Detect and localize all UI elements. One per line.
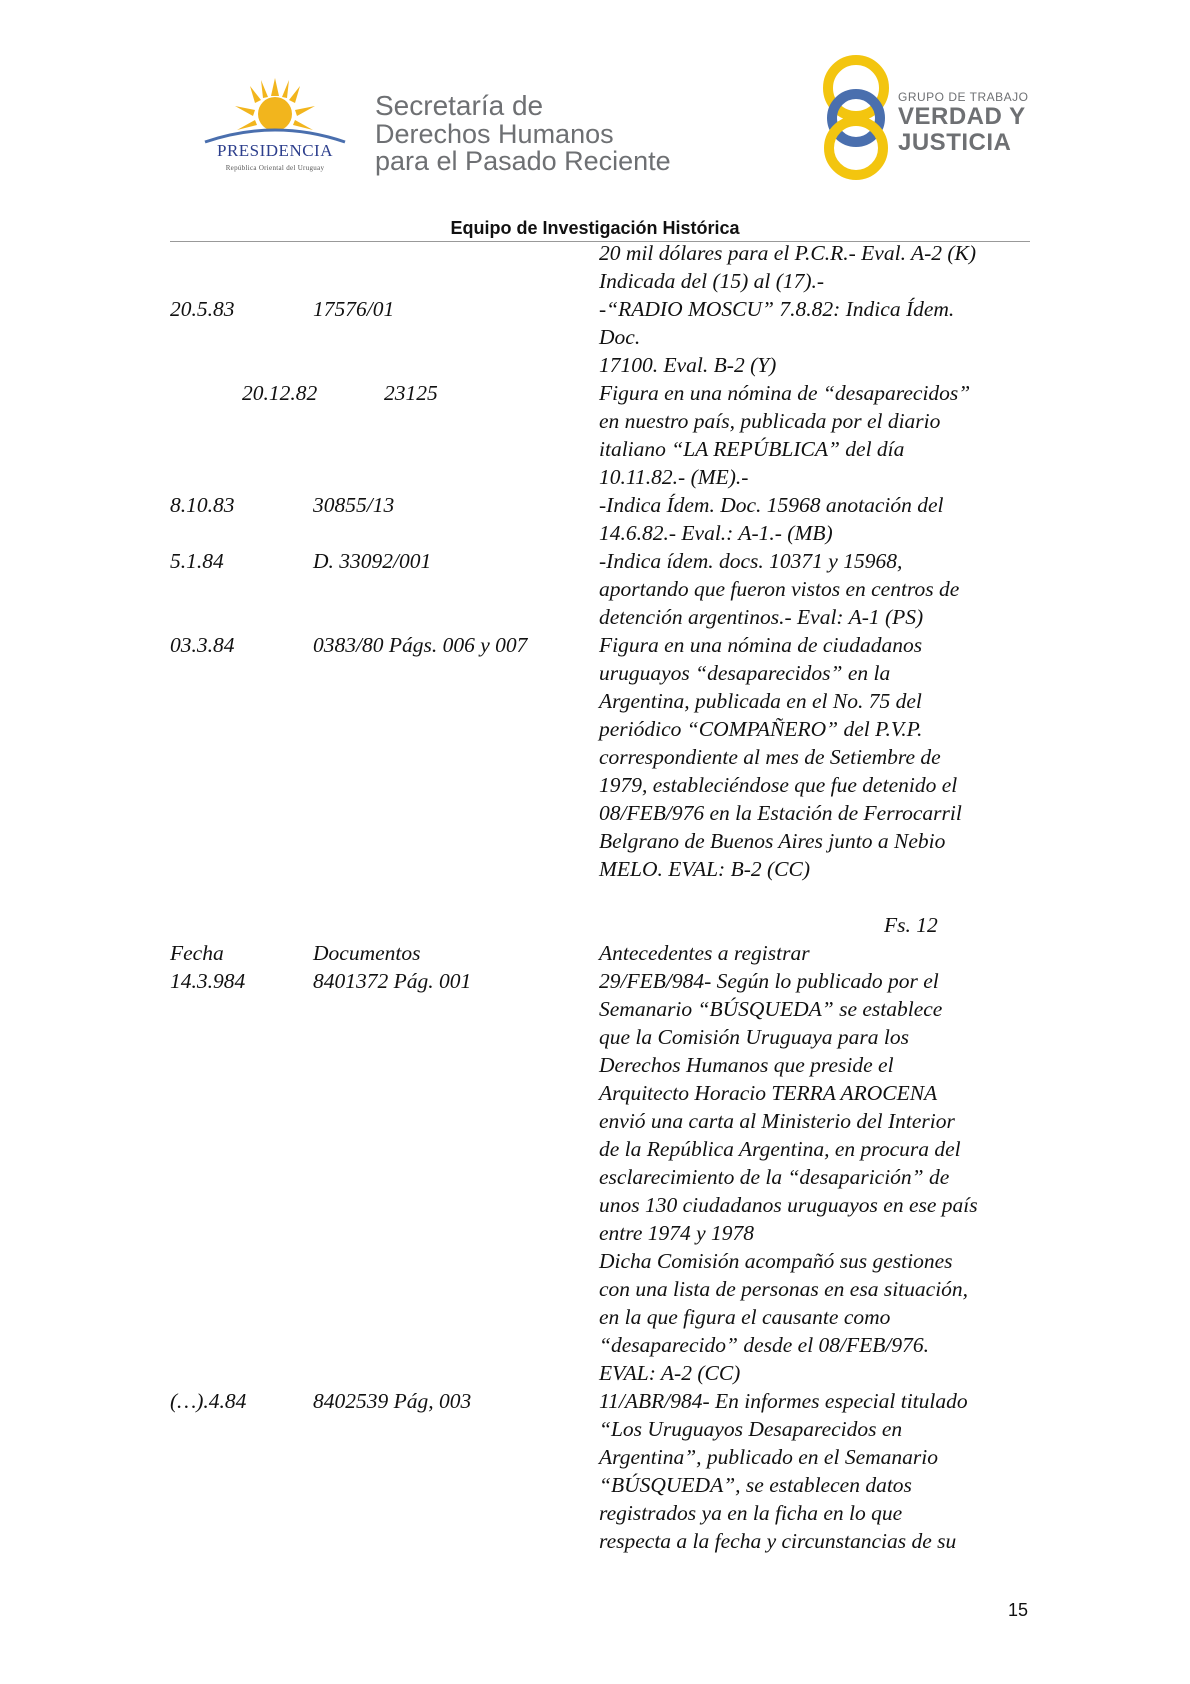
cell-text: “desaparecido” desde el 08/FEB/976. <box>599 1333 930 1357</box>
grupo-trabajo-text <box>898 90 1028 156</box>
cell-document: 17576/01 <box>313 297 395 321</box>
cell-text: registrados ya en la ficha en lo que <box>599 1501 903 1525</box>
cell-date: (…).4.84 <box>170 1389 247 1413</box>
cell-text: Indicada del (15) al (17).- <box>599 269 825 293</box>
cell-text: de la República Argentina, en procura del <box>599 1137 961 1161</box>
page-header <box>0 0 1190 240</box>
folio-number: Fs. 12 <box>884 913 938 937</box>
cell-text: 11/ABR/984- En informes especial titulado <box>599 1389 968 1413</box>
cell-date: 20.5.83 <box>170 297 235 321</box>
cell-text: 17100. Eval. B-2 (Y) <box>599 353 777 377</box>
cell-text: MELO. EVAL: B-2 (CC) <box>599 857 810 881</box>
cell-document: 0383/80 Págs. 006 y 007 <box>313 633 528 657</box>
rings-icon <box>820 55 895 180</box>
cell-text: envió una carta al Ministerio del Interior <box>599 1109 955 1133</box>
cell-text: Figura en una nómina de ciudadanos <box>599 633 923 657</box>
cell-text: italiano “LA REPÚBLICA” del día <box>599 437 905 461</box>
cell-text: Argentina, publicada en el No. 75 del <box>599 689 922 713</box>
cell-text: “Los Uruguayos Desaparecidos en <box>599 1417 903 1441</box>
secretaria-name <box>375 91 671 175</box>
cell-text: Dicha Comisión acompañó sus gestiones <box>599 1249 953 1273</box>
cell-text: que la Comisión Uruguaya para los <box>599 1025 909 1049</box>
cell-text: unos 130 ciudadanos uruguayos en ese país <box>599 1193 978 1217</box>
cell-text: “BÚSQUEDA”, se establecen datos <box>599 1473 912 1497</box>
presidencia-title: PRESIDENCIA <box>216 141 333 160</box>
column-header-documents: Documentos <box>313 941 421 965</box>
cell-document: D. 33092/001 <box>313 549 432 573</box>
sun-icon <box>195 78 355 148</box>
cell-text: 08/FEB/976 en la Estación de Ferrocarril <box>599 801 962 825</box>
cell-text: uruguayos “desaparecidos” en la <box>599 661 891 685</box>
secretaria-line-2: Derechos Humanos <box>375 119 614 149</box>
cell-date: 14.3.984 <box>170 969 246 993</box>
cell-date: 20.12.82 <box>242 381 318 405</box>
cell-text: con una lista de personas en esa situación, <box>599 1277 969 1301</box>
cell-text: en nuestro país, publicada por el diario <box>599 409 941 433</box>
presidencia-logo <box>195 78 355 178</box>
column-header-date: Fecha <box>170 941 224 965</box>
cell-date: 03.3.84 <box>170 633 235 657</box>
cell-date: 5.1.84 <box>170 549 224 573</box>
cell-text: 10.11.82.- (ME).- <box>599 465 749 489</box>
cell-text: Semanario “BÚSQUEDA” se establece <box>599 997 943 1021</box>
gt-line-1: GRUPO DE TRABAJO <box>898 90 1029 104</box>
cell-document: 30855/13 <box>313 493 395 517</box>
cell-text: Argentina”, publicado en el Semanario <box>599 1445 938 1469</box>
cell-text: periódico “COMPAÑERO” del P.V.P. <box>599 717 923 741</box>
cell-text: 20 mil dólares para el P.C.R.- Eval. A-2 (K) <box>599 241 977 265</box>
secretaria-line-1: Secretaría de <box>375 90 544 121</box>
cell-text: Derechos Humanos que preside el <box>599 1053 894 1077</box>
cell-text: correspondiente al mes de Setiembre de <box>599 745 941 769</box>
secretaria-line-3: para el Pasado Reciente <box>375 146 671 176</box>
cell-text: Figura en una nómina de “desaparecidos” <box>599 381 971 405</box>
cell-text: en la que figura el causante como <box>599 1305 891 1329</box>
cell-text: -Indica ídem. docs. 10371 y 15968, <box>599 549 903 573</box>
presidencia-subtitle: República Oriental del Uruguay <box>225 164 325 172</box>
cell-document: 8402539 Pág, 003 <box>313 1389 472 1413</box>
cell-text: Belgrano de Buenos Aires junto a Nebio <box>599 829 946 853</box>
cell-text: esclarecimiento de la “desaparición” de <box>599 1165 950 1189</box>
cell-text: -“RADIO MOSCU” 7.8.82: Indica Ídem. <box>599 297 955 321</box>
cell-text: entre 1974 y 1978 <box>599 1221 755 1245</box>
cell-text: 1979, estableciéndose que fue detenido el <box>599 773 958 797</box>
cell-text: 29/FEB/984- Según lo publicado por el <box>599 969 939 993</box>
cell-text: -Indica Ídem. Doc. 15968 anotación del <box>599 493 944 517</box>
cell-text: respecta a la fecha y circunstancias de su <box>599 1529 957 1553</box>
page-number: 15 <box>1008 1600 1029 1620</box>
cell-date: 8.10.83 <box>170 493 235 517</box>
cell-text: detención argentinos.- Eval: A-1 (PS) <box>599 605 924 629</box>
gt-line-2: VERDAD Y <box>898 103 1026 130</box>
cell-text: Doc. <box>599 325 641 349</box>
cell-document: 23125 <box>384 381 438 405</box>
gt-line-3: JUSTICIA <box>898 129 1012 156</box>
cell-document: 8401372 Pág. 001 <box>313 969 472 993</box>
department-title: Equipo de Investigación Histórica <box>450 218 740 238</box>
cell-text: 14.6.82.- Eval.: A-1.- (MB) <box>599 521 833 545</box>
cell-text: Arquitecto Horacio TERRA AROCENA <box>599 1081 938 1105</box>
column-header-antecedents: Antecedentes a registrar <box>599 941 810 965</box>
cell-text: aportando que fueron vistos en centros de <box>599 577 960 601</box>
cell-text: EVAL: A-2 (CC) <box>599 1361 741 1385</box>
